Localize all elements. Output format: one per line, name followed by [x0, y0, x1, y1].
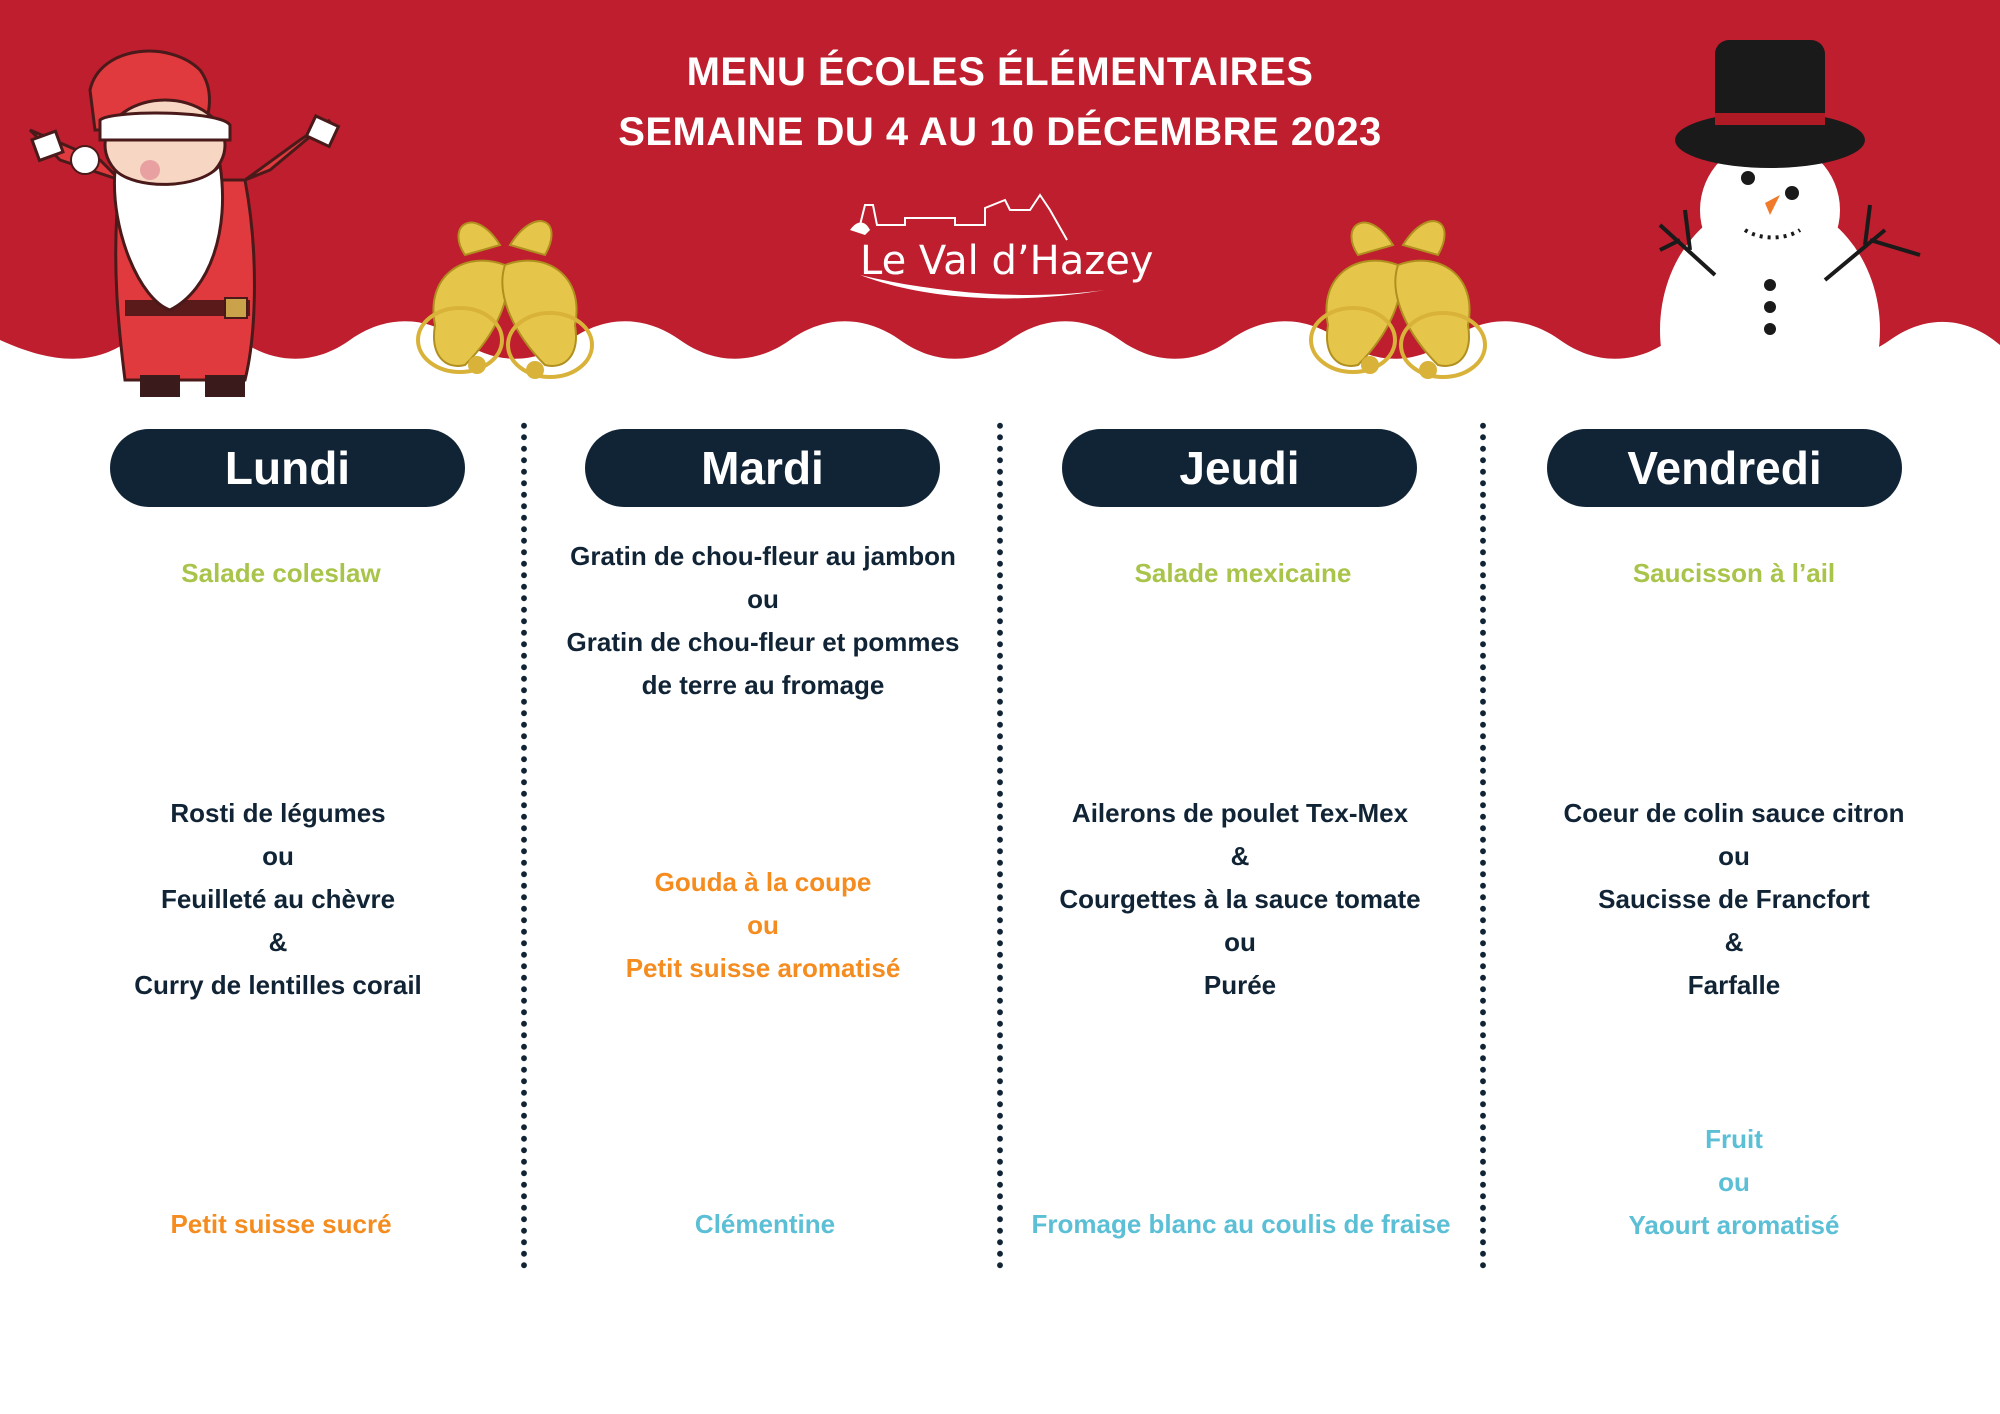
menu-title: MENU ÉCOLES ÉLÉMENTAIRES — [686, 50, 1314, 94]
column-divider — [1480, 420, 1486, 1270]
mardi-starter: Gratin de chou-fleur au jambon ou Gratin de chou-fleur et pommes de terre au fromage — [566, 541, 960, 700]
golden-bells-icon — [1298, 205, 1518, 400]
lundi-dessert: Petit suisse sucré — [170, 1209, 392, 1239]
mardi-dessert: Clémentine — [694, 1209, 836, 1239]
jeudi-dessert: Fromage blanc au coulis de fraise — [1031, 1209, 1451, 1239]
jeudi-starter: Salade mexicaine — [1134, 558, 1352, 588]
day-header-jeudi: Jeudi — [1062, 429, 1417, 507]
santa-claus-icon — [0, 40, 360, 420]
lundi-starter: Salade coleslaw — [181, 558, 381, 588]
week-subtitle: SEMAINE DU 4 AU 10 DÉCEMBRE 2023 — [618, 110, 1382, 154]
mardi-main: Gouda à la coupe ou Petit suisse aromatisé — [625, 867, 901, 983]
jeudi-main: Ailerons de poulet Tex-Mex & Courgettes à la sauce tomate ou Purée — [1059, 798, 1421, 1000]
day-header-mardi: Mardi — [585, 429, 940, 507]
golden-bells-icon — [405, 205, 625, 400]
lundi-main: Rosti de légumes ou Feuilleté au chèvre & Curry de lentilles corail — [134, 798, 422, 1000]
day-header-lundi: Lundi — [110, 429, 465, 507]
vendredi-starter: Saucisson à l’ail — [1632, 558, 1836, 588]
vendredi-dessert: Fruit ou Yaourt aromatisé — [1628, 1124, 1840, 1240]
snowman-icon — [1620, 35, 1960, 365]
logo-wordmark: Le Val d’Hazey — [860, 238, 1154, 284]
day-header-vendredi: Vendredi — [1547, 429, 1902, 507]
vendredi-main: Coeur de colin sauce citron ou Saucisse de Francfort & Farfalle — [1563, 798, 1905, 1000]
